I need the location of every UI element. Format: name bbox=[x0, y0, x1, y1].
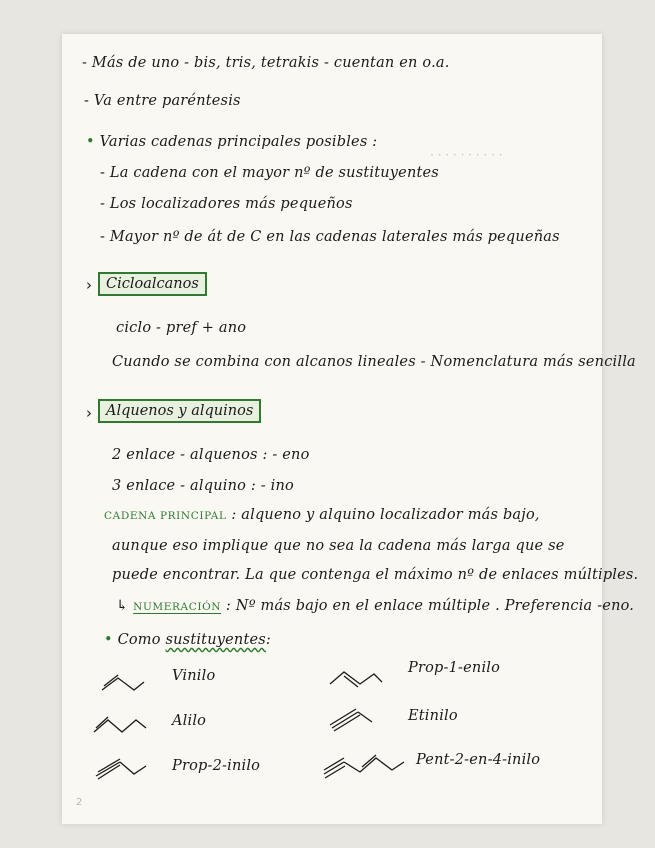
etinilo-structure bbox=[326, 704, 386, 734]
line-parentesis: - Va entre paréntesis bbox=[84, 93, 241, 109]
line-como-sustituyentes bbox=[104, 632, 271, 648]
line-numeracion bbox=[116, 598, 634, 614]
page-number: 2 bbox=[76, 797, 83, 808]
prop2inilo-structure bbox=[92, 752, 152, 782]
line-doble-enlace: 2 enlace - alquenos : - eno bbox=[112, 447, 310, 463]
section-title-alquenos-alquinos: Alquenos y alquinos bbox=[98, 399, 261, 423]
sustituyentes-word: sustituyentes bbox=[165, 632, 266, 648]
right-arrow-icon: › bbox=[86, 404, 92, 422]
line-varias-cadenas-text: Varias cadenas principales posibles : bbox=[99, 134, 378, 150]
prop1enilo-structure bbox=[326, 662, 386, 694]
pent-structure bbox=[320, 748, 410, 782]
bullet-icon: • bbox=[86, 134, 95, 150]
right-arrow-icon: › bbox=[86, 276, 92, 294]
line-mayor-atomos: - Mayor nº de át de C en las cadenas laterales más pequeñas bbox=[100, 229, 560, 245]
line-puede-encontrar: puede encontrar. La que contenga el máximo nº de enlaces múltiples. bbox=[112, 567, 639, 583]
alilo-label: Alilo bbox=[172, 713, 207, 729]
section-title-cicloalcanos: Cicloalcanos bbox=[98, 272, 207, 296]
numeracion-label: NUMERACIÓN bbox=[133, 601, 222, 613]
line-localizadores: - Los localizadores más pequeños bbox=[100, 196, 353, 212]
prop2inilo-label: Prop-2-inilo bbox=[172, 758, 261, 774]
como-word: Como bbox=[117, 632, 161, 648]
line-mas-de-uno: - Más de uno - bis, tris, tetrakis - cuentan en o.a. bbox=[82, 55, 450, 71]
alilo-structure bbox=[90, 710, 150, 742]
line-triple-enlace: 3 enlace - alquino : - ino bbox=[112, 478, 294, 494]
vinilo-label: Vinilo bbox=[172, 668, 216, 684]
line-combina-alcanos: Cuando se combina con alcanos lineales - Nomenclatura más sencilla bbox=[112, 354, 636, 370]
prop1enilo-label: Prop-1-enilo bbox=[408, 660, 501, 676]
bleed-through-text: · · · · · · · · · · bbox=[430, 148, 503, 162]
pent-label: Pent-2-en-4-inilo bbox=[416, 752, 541, 768]
line-mayor-sustituyentes: - La cadena con el mayor nº de sustituyentes bbox=[100, 165, 439, 181]
line-varias-cadenas bbox=[86, 134, 377, 150]
cadena-principal-text: : alqueno y alquino localizador más bajo, bbox=[231, 507, 540, 523]
bullet-icon: • bbox=[104, 632, 113, 648]
cadena-principal-label: CADENA PRINCIPAL bbox=[104, 510, 227, 522]
line-cadena-principal bbox=[104, 507, 540, 523]
colon: : bbox=[265, 632, 272, 648]
vinilo-structure bbox=[98, 668, 148, 698]
line-ciclo-pref: ciclo - pref + ano bbox=[116, 320, 247, 336]
line-aunque: aunque eso implique que no sea la cadena más larga que se bbox=[112, 538, 565, 554]
return-arrow-icon: ↳ bbox=[116, 598, 129, 614]
etinilo-label: Etinilo bbox=[408, 708, 458, 724]
numeracion-text: : Nº más bajo en el enlace múltiple . Preferencia -eno. bbox=[225, 598, 635, 614]
